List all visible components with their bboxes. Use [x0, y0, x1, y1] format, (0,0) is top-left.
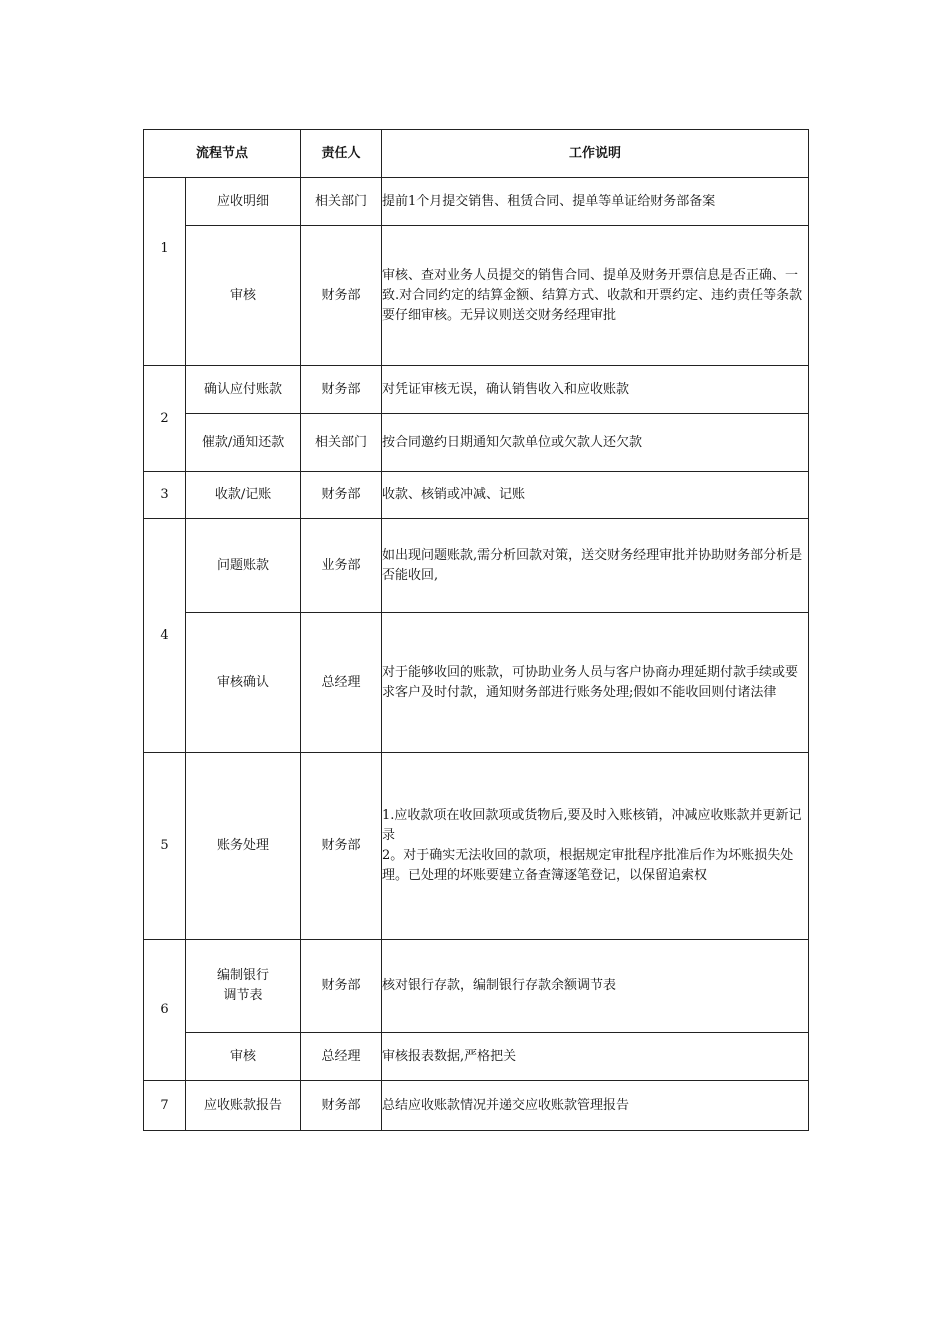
owner-cell: 财务部 [301, 753, 382, 940]
desc-cell: 总结应收账款情况并递交应收账款管理报告 [382, 1081, 809, 1131]
node-cell: 确认应付账款 [186, 366, 301, 414]
header-desc: 工作说明 [382, 130, 809, 178]
table-row [144, 366, 809, 414]
node-cell [186, 940, 301, 1033]
process-table [143, 129, 809, 1131]
desc-cell [382, 753, 809, 940]
node-cell: 收款/记账 [186, 472, 301, 519]
table-row [144, 753, 809, 940]
desc-line: 1.应收款项在收回款项或货物后,要及时入账核销，冲减应收账款并更新记录 [382, 808, 802, 843]
owner-cell: 财务部 [301, 226, 382, 366]
node-line: 调节表 [223, 988, 263, 1003]
owner-cell: 相关部门 [301, 414, 382, 472]
node-cell: 审核 [186, 226, 301, 366]
header-node: 流程节点 [144, 130, 301, 178]
node-cell: 催款/通知还款 [186, 414, 301, 472]
owner-cell: 总经理 [301, 1033, 382, 1081]
desc-cell: 收款、核销或冲减、记账 [382, 472, 809, 519]
desc-cell: 对凭证审核无误，确认销售收入和应收账款 [382, 366, 809, 414]
header-row [144, 130, 809, 178]
node-cell: 账务处理 [186, 753, 301, 940]
desc-cell: 对于能够收回的账款，可协助业务人员与客户协商办理延期付款手续或要求客户及时付款，通知财务部进行账务处理;假如不能收回则付诸法律 [382, 613, 809, 753]
node-line: 编制银行 [217, 968, 270, 983]
node-cell: 应收明细 [186, 178, 301, 226]
owner-cell: 总经理 [301, 613, 382, 753]
owner-cell: 业务部 [301, 519, 382, 613]
desc-cell: 审核报表数据,严格把关 [382, 1033, 809, 1081]
desc-cell: 审核、查对业务人员提交的销售合同、提单及财务开票信息是否正确、一致.对合同约定的结算金额、结算方式、收款和开票约定、违约责任等条款要仔细审核。无异议则送交财务经理审批 [382, 226, 809, 366]
node-cell: 问题账款 [186, 519, 301, 613]
owner-cell: 财务部 [301, 366, 382, 414]
table-row [144, 226, 809, 366]
node-cell: 应收账款报告 [186, 1081, 301, 1131]
step-number: 6 [144, 940, 186, 1081]
table-row [144, 1033, 809, 1081]
step-number: 5 [144, 753, 186, 940]
table-row [144, 519, 809, 613]
desc-cell: 核对银行存款，编制银行存款余额调节表 [382, 940, 809, 1033]
owner-cell: 财务部 [301, 1081, 382, 1131]
table-row [144, 472, 809, 519]
desc-cell: 提前1个月提交销售、租赁合同、提单等单证给财务部备案 [382, 178, 809, 226]
step-number: 4 [144, 519, 186, 753]
desc-line: 2。对于确实无法收回的款项，根据规定审批程序批准后作为坏账损失处理。已处理的坏账要建立备查簿逐笔登记，以保留追索权 [382, 848, 794, 883]
table-row [144, 940, 809, 1033]
owner-cell: 财务部 [301, 940, 382, 1033]
owner-cell: 财务部 [301, 472, 382, 519]
step-number: 2 [144, 366, 186, 472]
table-row [144, 414, 809, 472]
table-row [144, 178, 809, 226]
step-number: 1 [144, 178, 186, 366]
table-row [144, 613, 809, 753]
table-row [144, 1081, 809, 1131]
desc-cell: 按合同邀约日期通知欠款单位或欠款人还欠款 [382, 414, 809, 472]
owner-cell: 相关部门 [301, 178, 382, 226]
step-number: 3 [144, 472, 186, 519]
node-cell: 审核 [186, 1033, 301, 1081]
step-number: 7 [144, 1081, 186, 1131]
header-owner: 责任人 [301, 130, 382, 178]
desc-cell: 如出现问题账款,需分析回款对策，送交财务经理审批并协助财务部分析是否能收回, [382, 519, 809, 613]
node-cell: 审核确认 [186, 613, 301, 753]
